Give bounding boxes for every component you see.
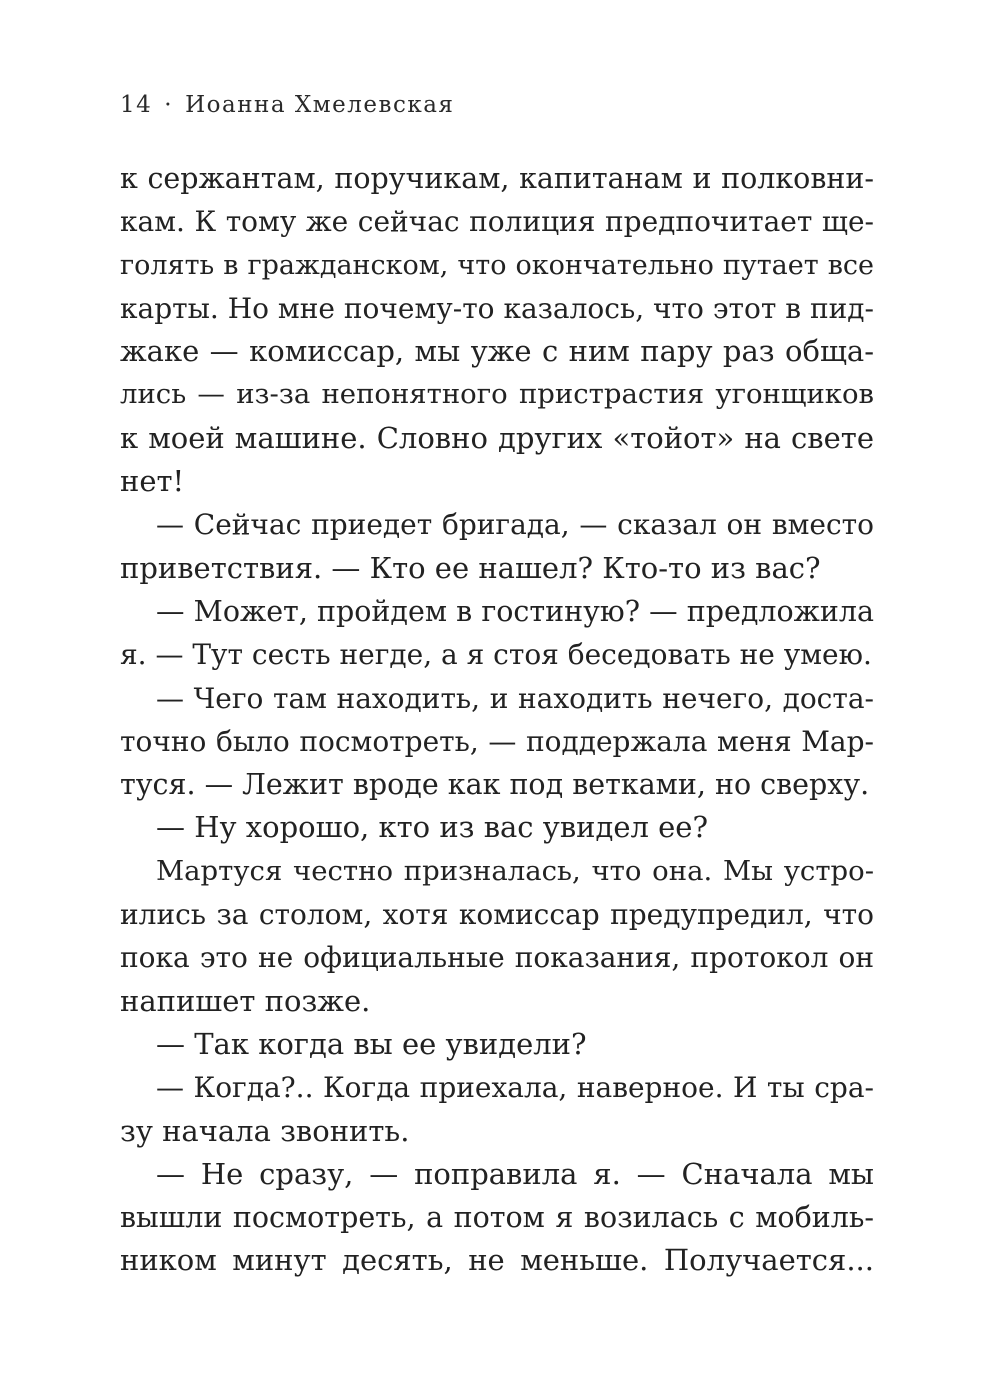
text-line: кам. К тому же сейчас полиция предпочитает ще- [120,205,874,239]
text-line: к моей машине. Словно других «тойот» на свете [120,420,874,455]
text-line: лись — из-за непонятного пристрастия угонщиков [120,378,874,411]
dialogue-line: — Так когда вы ее увидели? [156,1026,587,1061]
dialogue-line: — Сейчас приедет бригада, — сказал он вместо [156,508,874,542]
dialogue-line: — Когда?.. Когда приехала, наверное. И ты сра- [156,1071,874,1105]
body-text [120,157,874,1283]
page-number: 14 [120,92,153,118]
text-line: пока это не официальные показания, протокол он [120,941,874,975]
dialogue-line: — Может, пройдем в гостиную? — предложила [156,594,874,628]
text-line: ником минут десять, не меньше. Получается... [120,1243,874,1278]
dialogue-line: — Ну хорошо, кто из вас увидел ее? [156,810,709,845]
dialogue-line: — Чего там находить, и находить нечего, доста- [156,681,874,715]
text-line: к сержантам, поручикам, капитанам и полковни- [120,162,874,195]
text-line: туся. — Лежит вроде как под ветками, но сверху. [120,768,870,802]
header-separator: · [164,92,174,118]
text-line: нет! [120,464,185,499]
author-name: Иоанна Хмелевская [185,92,455,118]
text-line: жаке — комиссар, мы уже с ним пару раз обща- [120,334,874,369]
text-line: точно было посмотреть, — поддержала меня Мар- [120,724,874,758]
text-line: ились за столом, хотя комиссар предупредил, что [120,898,874,932]
text-line: напишет позже. [120,983,371,1018]
text-line: вышли посмотреть, а потом я возилась с мобиль- [120,1201,874,1235]
running-head [120,92,454,118]
text-line: я. — Тут сесть негде, а я стоя беседовать не умею. [120,638,872,672]
text-line: карты. Но мне почему-то казалось, что этот в пид- [120,291,874,325]
text-line: голять в гражданском, что окончательно путает все [120,249,874,281]
text-line: зу начала звонить. [120,1113,410,1148]
paragraph-line: Мартуся честно призналась, что она. Мы устро- [156,854,874,887]
dialogue-line: — Не сразу, — поправила я. — Сначала мы [156,1156,874,1191]
text-line: приветствия. — Кто ее нашел? Кто-то из вас? [120,550,821,585]
